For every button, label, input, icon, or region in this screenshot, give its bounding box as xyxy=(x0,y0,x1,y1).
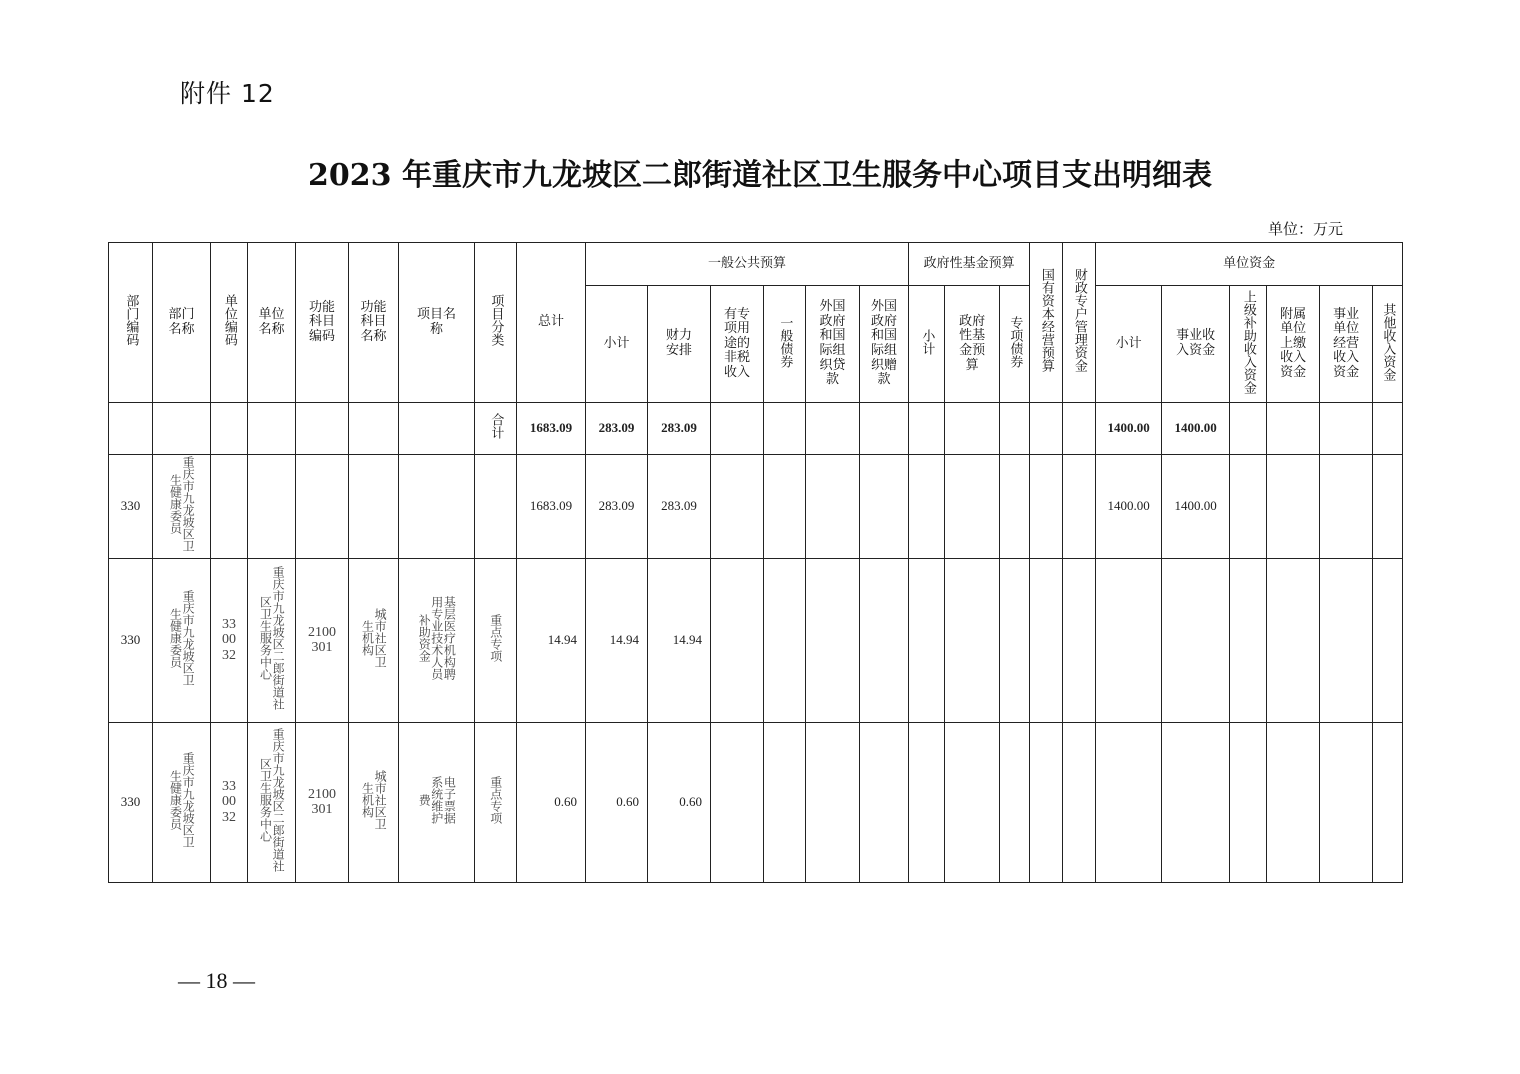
total-cell: 0.60 xyxy=(517,722,586,882)
unit-label: 单位：万元 xyxy=(1268,220,1344,238)
total-cell: 14.94 xyxy=(517,558,586,722)
col-gb-bond: 一般债券 xyxy=(764,286,806,403)
func-name-cell: 城市社区卫生机构 xyxy=(349,722,399,882)
col-uf-superior: 上级补助收入资金 xyxy=(1230,286,1267,403)
func-name-cell: 城市社区卫生机构 xyxy=(349,558,399,722)
col-dept-code: 部门编码 xyxy=(109,243,153,403)
gb-subtotal-cell: 283.09 xyxy=(586,455,648,559)
page-title: 2023 年重庆市九龙坡区二郎街道社区卫生服务中心项目支出明细表 xyxy=(308,158,1212,193)
header-row-1 xyxy=(109,243,1403,286)
unit-code-cell: 330032 xyxy=(211,558,248,722)
gb-fiscal-cell: 14.94 xyxy=(648,558,711,722)
uf-subtotal-cell: 1400.00 xyxy=(1096,403,1162,455)
col-group-unit-funds: 单位资金 xyxy=(1096,243,1403,286)
gb-subtotal-cell: 14.94 xyxy=(586,558,648,722)
gb-fiscal-cell: 283.09 xyxy=(648,455,711,559)
total-cell: 1683.09 xyxy=(517,455,586,559)
unit-code-cell: 330032 xyxy=(211,722,248,882)
table-row xyxy=(109,722,1403,882)
col-uf-affiliated: 附属单位上缴收入资金 xyxy=(1267,286,1320,403)
col-uf-operating: 事业单位经营收入资金 xyxy=(1320,286,1373,403)
project-name-cell: 电子票据系统维护费 xyxy=(399,722,475,882)
col-dept-name: 部门名称 xyxy=(153,243,211,403)
col-func-code: 功能科目编码 xyxy=(296,243,349,403)
table-row xyxy=(109,558,1403,722)
col-project-name: 项目名称 xyxy=(399,243,475,403)
gb-subtotal-cell: 0.60 xyxy=(586,722,648,882)
dept-name-cell: 重庆市九龙坡区卫生健康委员 xyxy=(153,722,211,882)
col-group-gov-fund: 政府性基金预算 xyxy=(909,243,1030,286)
col-gf-bond: 专项债券 xyxy=(1000,286,1030,403)
total-label: 合计 xyxy=(475,403,517,455)
project-type-cell: 重点专项 xyxy=(475,722,517,882)
func-code-cell: 2100301 xyxy=(296,558,349,722)
dept-code-cell: 330 xyxy=(109,722,153,882)
unit-name-cell: 重庆市九龙坡区二郎街道社区卫生服务中心 xyxy=(248,558,296,722)
uf-subtotal-cell: 1400.00 xyxy=(1096,455,1162,559)
expenditure-table xyxy=(108,242,1403,883)
unit-name-cell: 重庆市九龙坡区二郎街道社区卫生服务中心 xyxy=(248,722,296,882)
total-cell: 1683.09 xyxy=(517,403,586,455)
col-gf-budget: 政府性基金预算 xyxy=(945,286,1000,403)
total-row xyxy=(109,403,1403,455)
gb-subtotal-cell: 283.09 xyxy=(586,403,648,455)
col-gb-subtotal: 小计 xyxy=(586,286,648,403)
col-uf-subtotal: 小计 xyxy=(1096,286,1162,403)
col-gb-loan: 外国政府和国际组织贷款 xyxy=(806,286,860,403)
col-project-type: 项目分类 xyxy=(475,243,517,403)
col-gf-subtotal: 小计 xyxy=(909,286,945,403)
page-number: — 18 — xyxy=(178,968,255,993)
col-gb-grant: 外国政府和国际组织赠款 xyxy=(860,286,909,403)
attachment-label: 附件 12 xyxy=(180,79,275,108)
col-unit-code: 单位编码 xyxy=(211,243,248,403)
col-unit-name: 单位名称 xyxy=(248,243,296,403)
col-gb-nontax: 有专项用途的非税收入 xyxy=(711,286,764,403)
col-uf-other: 其他收入资金 xyxy=(1373,286,1403,403)
dept-row xyxy=(109,455,1403,559)
project-type-cell: 重点专项 xyxy=(475,558,517,722)
col-total: 总计 xyxy=(517,243,586,403)
dept-name-cell: 重庆市九龙坡区卫生健康委员 xyxy=(153,455,211,559)
col-group-general-budget: 一般公共预算 xyxy=(586,243,909,286)
gb-fiscal-cell: 283.09 xyxy=(648,403,711,455)
uf-business-cell: 1400.00 xyxy=(1162,403,1230,455)
dept-name-cell: 重庆市九龙坡区卫生健康委员 xyxy=(153,558,211,722)
col-fiscal-account: 财政专户管理资金 xyxy=(1063,243,1096,403)
col-uf-business: 事业收入资金 xyxy=(1162,286,1230,403)
col-gb-fiscal: 财力安排 xyxy=(648,286,711,403)
dept-code-cell: 330 xyxy=(109,558,153,722)
project-name-cell: 基层医疗机构聘用专业技术人员补助资金 xyxy=(399,558,475,722)
col-state-capital: 国有资本经营预算 xyxy=(1030,243,1063,403)
col-func-name: 功能科目名称 xyxy=(349,243,399,403)
uf-business-cell: 1400.00 xyxy=(1162,455,1230,559)
dept-code-cell: 330 xyxy=(109,455,153,559)
gb-fiscal-cell: 0.60 xyxy=(648,722,711,882)
func-code-cell: 2100301 xyxy=(296,722,349,882)
